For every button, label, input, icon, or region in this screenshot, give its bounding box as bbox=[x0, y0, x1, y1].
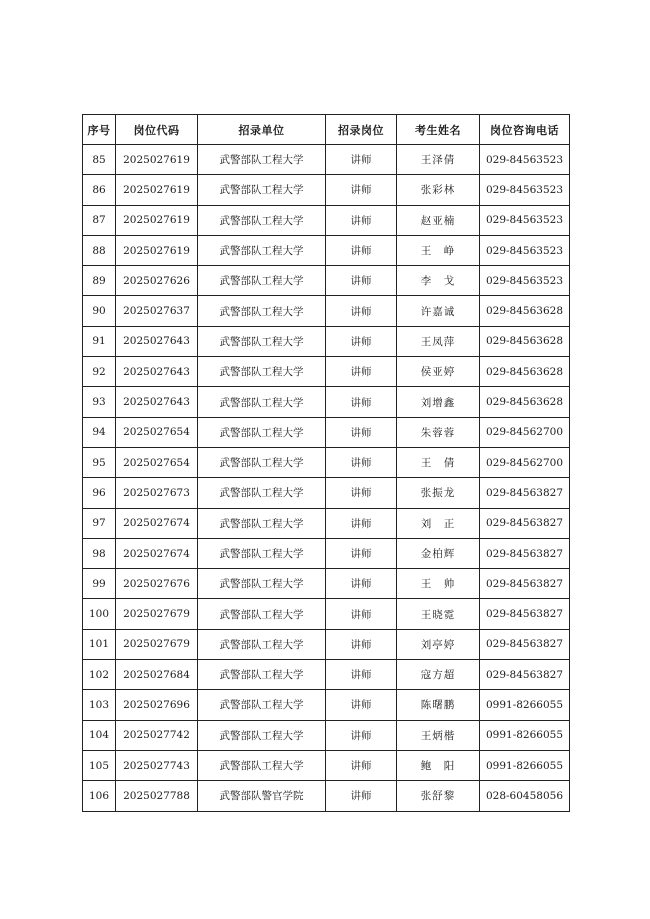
post-cell: 讲师 bbox=[326, 781, 397, 811]
table-body bbox=[83, 145, 570, 812]
post-cell: 讲师 bbox=[326, 629, 397, 659]
unit-cell: 武警部队工程大学 bbox=[198, 296, 326, 326]
seq-cell: 86 bbox=[83, 175, 116, 205]
candidate-name-cell: 王 帅 bbox=[397, 569, 480, 599]
unit-cell: 武警部队工程大学 bbox=[198, 750, 326, 780]
post-code-cell: 2025027673 bbox=[116, 478, 198, 508]
post-code-cell: 2025027679 bbox=[116, 599, 198, 629]
candidate-name-cell: 鲍 阳 bbox=[397, 750, 480, 780]
phone-cell: 029-84563523 bbox=[480, 235, 570, 265]
table-row bbox=[83, 508, 570, 538]
seq-cell: 90 bbox=[83, 296, 116, 326]
candidate-name-cell: 赵亚楠 bbox=[397, 205, 480, 235]
phone-cell: 029-84563523 bbox=[480, 205, 570, 235]
unit-cell: 武警部队工程大学 bbox=[198, 205, 326, 235]
phone-cell: 029-84563523 bbox=[480, 145, 570, 175]
phone-cell: 0991-8266055 bbox=[480, 690, 570, 720]
post-cell: 讲师 bbox=[326, 357, 397, 387]
phone-cell: 029-84563523 bbox=[480, 175, 570, 205]
post-code-cell: 2025027654 bbox=[116, 417, 198, 447]
table-row bbox=[83, 266, 570, 296]
post-code-cell: 2025027643 bbox=[116, 326, 198, 356]
post-code-cell: 2025027674 bbox=[116, 538, 198, 568]
unit-cell: 武警部队工程大学 bbox=[198, 175, 326, 205]
candidate-name-cell: 张舒黎 bbox=[397, 781, 480, 811]
post-code-cell: 2025027742 bbox=[116, 720, 198, 750]
candidate-name-cell: 王 倩 bbox=[397, 447, 480, 477]
phone-cell: 029-84563628 bbox=[480, 296, 570, 326]
table-row bbox=[83, 538, 570, 568]
candidate-name-cell: 张振龙 bbox=[397, 478, 480, 508]
candidate-name-cell: 王炳楷 bbox=[397, 720, 480, 750]
table-row bbox=[83, 629, 570, 659]
candidate-name-cell: 金柏辉 bbox=[397, 538, 480, 568]
seq-cell: 97 bbox=[83, 508, 116, 538]
unit-cell: 武警部队工程大学 bbox=[198, 326, 326, 356]
post-cell: 讲师 bbox=[326, 599, 397, 629]
table-row bbox=[83, 690, 570, 720]
phone-cell: 029-84562700 bbox=[480, 417, 570, 447]
phone-cell: 029-84563827 bbox=[480, 478, 570, 508]
seq-cell: 105 bbox=[83, 750, 116, 780]
phone-cell: 0991-8266055 bbox=[480, 750, 570, 780]
table-header-row bbox=[83, 115, 570, 145]
post-code-cell: 2025027788 bbox=[116, 781, 198, 811]
seq-cell: 87 bbox=[83, 205, 116, 235]
post-cell: 讲师 bbox=[326, 266, 397, 296]
seq-cell: 101 bbox=[83, 629, 116, 659]
seq-cell: 104 bbox=[83, 720, 116, 750]
header-candidate-name: 考生姓名 bbox=[397, 115, 480, 145]
recruitment-table-page bbox=[82, 114, 569, 812]
post-code-cell: 2025027643 bbox=[116, 387, 198, 417]
seq-cell: 99 bbox=[83, 569, 116, 599]
post-cell: 讲师 bbox=[326, 205, 397, 235]
phone-cell: 029-84563827 bbox=[480, 629, 570, 659]
post-cell: 讲师 bbox=[326, 569, 397, 599]
phone-cell: 029-84563523 bbox=[480, 266, 570, 296]
post-code-cell: 2025027676 bbox=[116, 569, 198, 599]
post-code-cell: 2025027674 bbox=[116, 508, 198, 538]
unit-cell: 武警部队工程大学 bbox=[198, 538, 326, 568]
unit-cell: 武警部队工程大学 bbox=[198, 266, 326, 296]
post-code-cell: 2025027679 bbox=[116, 629, 198, 659]
candidate-name-cell: 刘增鑫 bbox=[397, 387, 480, 417]
post-cell: 讲师 bbox=[326, 720, 397, 750]
candidate-name-cell: 陈曙鹏 bbox=[397, 690, 480, 720]
header-seq: 序号 bbox=[83, 115, 116, 145]
post-cell: 讲师 bbox=[326, 508, 397, 538]
post-code-cell: 2025027626 bbox=[116, 266, 198, 296]
header-unit: 招录单位 bbox=[198, 115, 326, 145]
table-row bbox=[83, 175, 570, 205]
seq-cell: 95 bbox=[83, 447, 116, 477]
table-row bbox=[83, 296, 570, 326]
candidate-name-cell: 寇方超 bbox=[397, 660, 480, 690]
seq-cell: 102 bbox=[83, 660, 116, 690]
table-row bbox=[83, 145, 570, 175]
table-row bbox=[83, 417, 570, 447]
candidate-name-cell: 王泽倩 bbox=[397, 145, 480, 175]
post-cell: 讲师 bbox=[326, 175, 397, 205]
phone-cell: 0991-8266055 bbox=[480, 720, 570, 750]
phone-cell: 029-84563628 bbox=[480, 387, 570, 417]
candidate-name-cell: 王凤萍 bbox=[397, 326, 480, 356]
seq-cell: 103 bbox=[83, 690, 116, 720]
phone-cell: 029-84563827 bbox=[480, 538, 570, 568]
post-cell: 讲师 bbox=[326, 387, 397, 417]
seq-cell: 94 bbox=[83, 417, 116, 447]
seq-cell: 91 bbox=[83, 326, 116, 356]
seq-cell: 96 bbox=[83, 478, 116, 508]
post-code-cell: 2025027696 bbox=[116, 690, 198, 720]
seq-cell: 88 bbox=[83, 235, 116, 265]
recruitment-table bbox=[82, 114, 570, 812]
table-row bbox=[83, 357, 570, 387]
phone-cell: 029-84563628 bbox=[480, 357, 570, 387]
phone-cell: 029-84563827 bbox=[480, 508, 570, 538]
post-cell: 讲师 bbox=[326, 478, 397, 508]
seq-cell: 93 bbox=[83, 387, 116, 417]
table-row bbox=[83, 387, 570, 417]
unit-cell: 武警部队工程大学 bbox=[198, 145, 326, 175]
unit-cell: 武警部队工程大学 bbox=[198, 478, 326, 508]
table-row bbox=[83, 235, 570, 265]
header-post-code: 岗位代码 bbox=[116, 115, 198, 145]
table-row bbox=[83, 660, 570, 690]
post-cell: 讲师 bbox=[326, 296, 397, 326]
candidate-name-cell: 李 戈 bbox=[397, 266, 480, 296]
seq-cell: 100 bbox=[83, 599, 116, 629]
phone-cell: 029-84563628 bbox=[480, 326, 570, 356]
post-code-cell: 2025027654 bbox=[116, 447, 198, 477]
candidate-name-cell: 张彩林 bbox=[397, 175, 480, 205]
phone-cell: 029-84563827 bbox=[480, 599, 570, 629]
seq-cell: 89 bbox=[83, 266, 116, 296]
post-code-cell: 2025027684 bbox=[116, 660, 198, 690]
table-row bbox=[83, 326, 570, 356]
table-row bbox=[83, 447, 570, 477]
unit-cell: 武警部队工程大学 bbox=[198, 357, 326, 387]
unit-cell: 武警部队工程大学 bbox=[198, 660, 326, 690]
unit-cell: 武警部队工程大学 bbox=[198, 629, 326, 659]
unit-cell: 武警部队工程大学 bbox=[198, 569, 326, 599]
post-cell: 讲师 bbox=[326, 538, 397, 568]
header-phone: 岗位咨询电话 bbox=[480, 115, 570, 145]
post-code-cell: 2025027637 bbox=[116, 296, 198, 326]
unit-cell: 武警部队工程大学 bbox=[198, 417, 326, 447]
post-cell: 讲师 bbox=[326, 235, 397, 265]
post-code-cell: 2025027619 bbox=[116, 235, 198, 265]
candidate-name-cell: 朱蓉蓉 bbox=[397, 417, 480, 447]
unit-cell: 武警部队工程大学 bbox=[198, 599, 326, 629]
unit-cell: 武警部队工程大学 bbox=[198, 720, 326, 750]
unit-cell: 武警部队警官学院 bbox=[198, 781, 326, 811]
candidate-name-cell: 侯亚婷 bbox=[397, 357, 480, 387]
unit-cell: 武警部队工程大学 bbox=[198, 387, 326, 417]
post-code-cell: 2025027643 bbox=[116, 357, 198, 387]
unit-cell: 武警部队工程大学 bbox=[198, 235, 326, 265]
post-cell: 讲师 bbox=[326, 447, 397, 477]
post-cell: 讲师 bbox=[326, 326, 397, 356]
candidate-name-cell: 王 峥 bbox=[397, 235, 480, 265]
candidate-name-cell: 刘 正 bbox=[397, 508, 480, 538]
post-cell: 讲师 bbox=[326, 690, 397, 720]
post-code-cell: 2025027619 bbox=[116, 145, 198, 175]
post-code-cell: 2025027743 bbox=[116, 750, 198, 780]
table-row bbox=[83, 750, 570, 780]
table-row bbox=[83, 478, 570, 508]
seq-cell: 106 bbox=[83, 781, 116, 811]
phone-cell: 029-84563827 bbox=[480, 660, 570, 690]
table-row bbox=[83, 569, 570, 599]
table-row bbox=[83, 599, 570, 629]
unit-cell: 武警部队工程大学 bbox=[198, 508, 326, 538]
unit-cell: 武警部队工程大学 bbox=[198, 447, 326, 477]
seq-cell: 92 bbox=[83, 357, 116, 387]
header-post: 招录岗位 bbox=[326, 115, 397, 145]
post-code-cell: 2025027619 bbox=[116, 175, 198, 205]
unit-cell: 武警部队工程大学 bbox=[198, 690, 326, 720]
candidate-name-cell: 刘亭婷 bbox=[397, 629, 480, 659]
candidate-name-cell: 许嘉诚 bbox=[397, 296, 480, 326]
phone-cell: 029-84563827 bbox=[480, 569, 570, 599]
post-cell: 讲师 bbox=[326, 417, 397, 447]
seq-cell: 98 bbox=[83, 538, 116, 568]
seq-cell: 85 bbox=[83, 145, 116, 175]
phone-cell: 028-60458056 bbox=[480, 781, 570, 811]
post-cell: 讲师 bbox=[326, 750, 397, 780]
table-row bbox=[83, 720, 570, 750]
post-cell: 讲师 bbox=[326, 660, 397, 690]
table-row bbox=[83, 205, 570, 235]
post-code-cell: 2025027619 bbox=[116, 205, 198, 235]
table-row bbox=[83, 781, 570, 811]
phone-cell: 029-84562700 bbox=[480, 447, 570, 477]
candidate-name-cell: 王晓霓 bbox=[397, 599, 480, 629]
post-cell: 讲师 bbox=[326, 145, 397, 175]
